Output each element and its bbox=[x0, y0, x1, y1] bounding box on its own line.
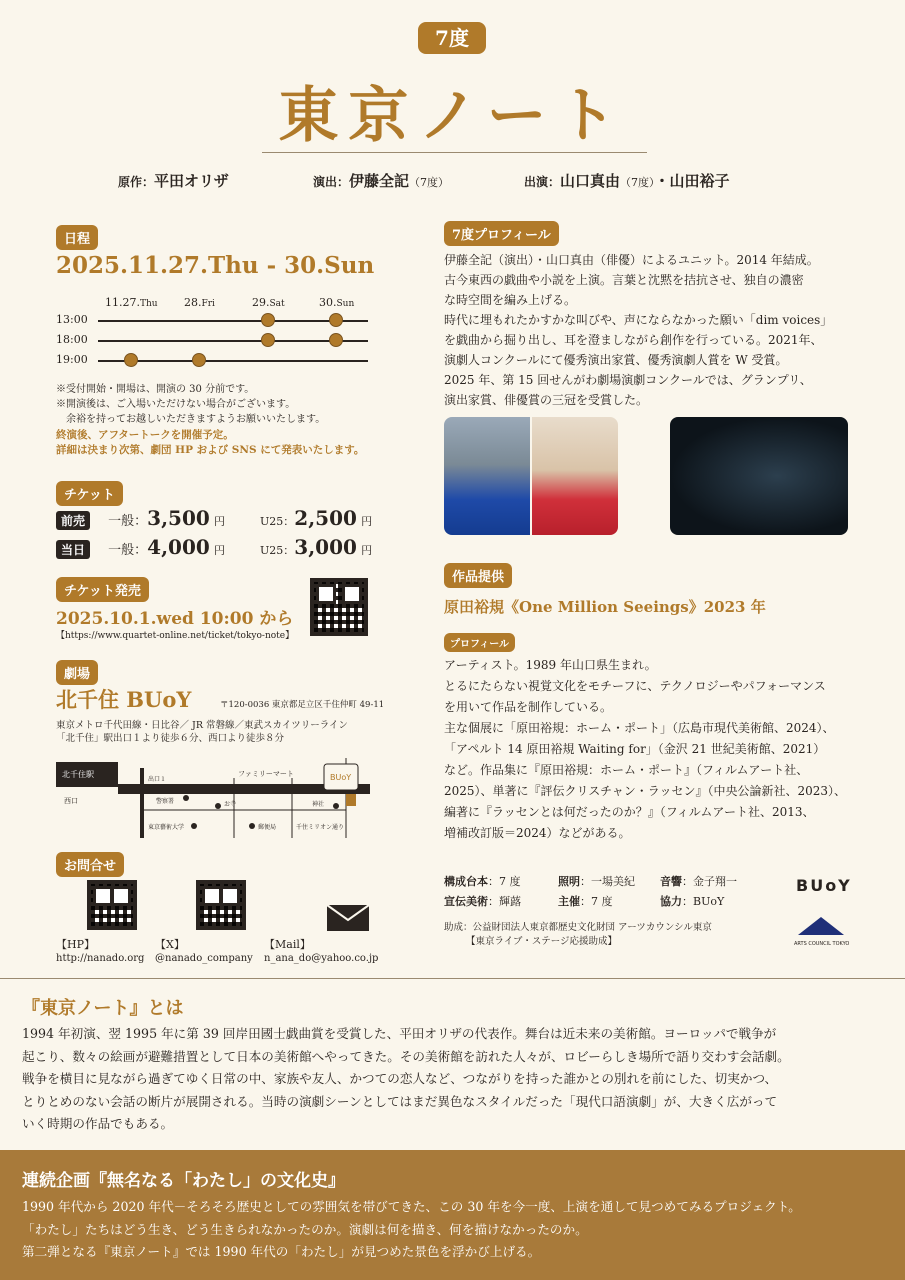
ticket-u25-door: U25：3,000 円 bbox=[260, 535, 373, 559]
map-label-street: 千住ミリオン通り bbox=[296, 824, 344, 831]
hp-link[interactable]: http://nanado.org bbox=[56, 953, 145, 964]
map-label-exit: 出口１ bbox=[148, 776, 167, 783]
artist-profile-text: アーティスト。1989 年山口県生まれ。 とるにたらない視覚文化をモチーフに、テクノロジーやパフォーマンス を用いて作品を制作している。 主な個展に「原田裕規：ホーム・ポート」（広島市現代美術館、2024）、 「アペルト 14 原田裕規 Waiting for」（金沢 21 世紀美術館、2021） など。作品集に『原田裕規：ホーム・ポート』（フィルムアート社、 2025）、単著に『評伝クリスチャン・ラッセン』（中央公論新社、2023）、 編著に『ラッセンとは何だったのか？』（フィルムアート社、2013、 増補改訂版＝2024）などがある。 bbox=[444, 658, 847, 840]
section-divider bbox=[0, 978, 905, 979]
arts-council-logo-text: ARTS COUNCIL TOKYO bbox=[794, 941, 850, 947]
buoy-building bbox=[346, 794, 356, 806]
time-label: 13:00 bbox=[56, 313, 88, 326]
staff-credit: 構成台本：7 度 bbox=[444, 875, 521, 888]
ticket-row-advance: 前売 一般：3,500 円 bbox=[56, 506, 225, 530]
day-label: 11.27.Thu bbox=[105, 296, 158, 309]
series-text: 1990 年代から 2020 年代－そろそろ歴史としての雰囲気を帯びてきた、この 30 年を今一度、上演を通して見つめてみるプロジェクト。 「わたし」たちはどう生き、どう生きられなかったのか。演劇は何を描き、何を描けなかったのか。 第二弾となる『東京ノート』では 1990 年代の「わたし」が見つめた景色を浮かび上げる。 bbox=[22, 1199, 801, 1259]
title-rule bbox=[262, 152, 647, 153]
timeline-row bbox=[98, 340, 368, 342]
venue-name: 北千住 BUoY bbox=[56, 687, 192, 712]
temple-marker bbox=[215, 803, 221, 809]
buoy-logo: BUoY bbox=[796, 876, 852, 895]
schedule-heading: 日程 bbox=[56, 225, 98, 250]
performance-dot bbox=[124, 353, 138, 367]
mail-icon[interactable] bbox=[326, 904, 370, 932]
police-marker bbox=[183, 795, 189, 801]
hp-qr-code[interactable] bbox=[87, 880, 137, 930]
ticket-qr-code[interactable] bbox=[310, 578, 368, 636]
credit-original: 原作：平田オリザ bbox=[118, 172, 229, 190]
map-label-post: 郵便局 bbox=[258, 824, 277, 831]
ticket-heading: チケット bbox=[56, 481, 123, 506]
sale-date: 2025.10.1.wed 10:00 から bbox=[56, 609, 294, 629]
artwork-still-photo bbox=[670, 417, 848, 535]
timeline-row bbox=[98, 360, 368, 362]
x-qr-code[interactable] bbox=[196, 880, 246, 930]
performance-dot bbox=[329, 333, 343, 347]
time-label: 18:00 bbox=[56, 333, 88, 346]
work-title: 原田裕規《One Million Seeings》2023 年 bbox=[444, 598, 766, 616]
venue-address: 〒120-0036 東京都足立区千住仲町 49-11 bbox=[220, 700, 385, 710]
road bbox=[56, 784, 118, 787]
sale-heading: チケット発売 bbox=[56, 577, 149, 602]
schedule-notes: ※受付開始・開場は、開演の 30 分前です。 ※開演後は、ご入場いただけない場合がございます。 余裕を持ってお越しいただきますようお願いいたします。 bbox=[56, 384, 326, 425]
map-label-university: 東京藝術大学 bbox=[148, 824, 185, 831]
time-label: 19:00 bbox=[56, 353, 88, 366]
work-heading: 作品提供 bbox=[444, 563, 512, 588]
ticket-row-door: 当日 一般：4,000 円 bbox=[56, 535, 225, 559]
ticket-url-link[interactable]: 【https://www.quartet-online.net/ticket/tokyo-note】 bbox=[56, 631, 295, 641]
performance-dot bbox=[261, 313, 275, 327]
performance-dot bbox=[192, 353, 206, 367]
day-label: 28.Fri bbox=[184, 296, 215, 309]
venue-access: 東京メトロ千代田線・日比谷／ JR 常磐線／東武スカイツリーライン 「北千住」駅出口１より徒歩６分、西口より徒歩８分 bbox=[56, 720, 348, 744]
performance-dot bbox=[261, 333, 275, 347]
artist-profile-heading: プロフィール bbox=[444, 633, 515, 652]
map-label-temple: お寺 bbox=[224, 801, 237, 808]
staff-credit: 照明：一場美紀 bbox=[558, 875, 635, 888]
ticket-u25-advance: U25：2,500 円 bbox=[260, 506, 373, 530]
about-text: 1994 年初演、翌 1995 年に第 39 回岸田國士戯曲賞を受賞した、平田オリザの代表作。舞台は近未来の美術館。ヨーロッパで戦争が 起こり、数々の絵画が避難措置として日本の美術館へやってきた。その美術館を訪れた人々が、ロビーらしき場所で語り交わす会話劇。 戦争を横目に見ながら過ぎてゆく日常の中、家族や友人、かつての恋人など、つながりを持った誰かとの別れを前にした、切実かつ、 とりとめのない会話の断片が展開される。当時の演劇シーンとしてはまだ異色なスタイルだった「現代口語演劇」が、大きく広がって いく時期の作品でもある。 bbox=[22, 1026, 790, 1132]
university-marker bbox=[191, 823, 197, 829]
day-label: 30.Sun bbox=[319, 296, 355, 309]
grant-credit: 助成：公益財団法人東京都歴史文化財団 アーツカウンシル東京 【東京ライブ・ステージ応援助成】 bbox=[444, 922, 712, 947]
map-label-familymart: ファミリーマート bbox=[238, 770, 294, 778]
arts-council-tokyo-logo bbox=[798, 917, 844, 941]
map-label-buoy: BUoY bbox=[330, 773, 352, 782]
aftertalk-note: 終演後、アフタートークを開催予定。 詳細は決まり次第、劇団 HP および SNS にて発表いたします。 bbox=[56, 429, 365, 456]
actor-photo bbox=[532, 417, 618, 535]
profile-text: 伊藤全記（演出）・山口真由（俳優）によるユニット。2014 年結成。 古今東西の戯曲や小説を上演。言葉と沈黙を拮抗させ、独自の濃密 な時空間を編み上げる。 時代に埋もれたかすかな叫びや、声にならなかった願い「dim voices」 を戯曲から掘り出し、耳を澄ましながら創作を行っている。2021年、 演劇人コンクールにて優秀演出家賞、優秀演劇人賞を W 受賞。 2025 年、第 15 回せんがわ劇場演劇コンクールでは、グランプリ、 演出家賞、俳優賞の三冠を受賞した。 bbox=[444, 253, 833, 407]
map-label-police: 警察署 bbox=[156, 798, 175, 805]
map-label-shrine: 神社 bbox=[312, 801, 325, 808]
day-label: 29.Sat bbox=[252, 296, 285, 309]
contact-label-mail: 【Mail】 bbox=[264, 938, 311, 951]
credit-director: 演出：伊藤全記（7度） bbox=[313, 172, 450, 190]
contact-label-hp: 【HP】 bbox=[56, 938, 95, 951]
staff-credit: 主催：7 度 bbox=[558, 895, 613, 908]
profile-heading: 7度プロフィール bbox=[444, 221, 559, 246]
venue-map bbox=[56, 748, 370, 838]
shrine-marker bbox=[333, 803, 339, 809]
post-office-marker bbox=[249, 823, 255, 829]
venue-heading: 劇場 bbox=[56, 660, 98, 685]
staff-credit: 宣伝美術：輝蕗 bbox=[444, 895, 521, 908]
timeline-row bbox=[98, 320, 368, 322]
contact-label-x: 【X】 bbox=[155, 938, 185, 951]
page-title: 東京ノート bbox=[278, 81, 627, 151]
company-badge: 7度 bbox=[418, 22, 486, 54]
staff-credit: 協力：BUoY bbox=[660, 895, 725, 908]
map-label-west: 西口 bbox=[64, 797, 78, 805]
director-photo bbox=[444, 417, 530, 535]
series-title: 連続企画『無名なる「わたし」の文化史』 bbox=[22, 1171, 345, 1191]
x-link[interactable]: @nanado_company bbox=[155, 953, 253, 964]
about-title: 『東京ノート』とは bbox=[22, 998, 184, 1019]
credit-cast: 出演：山口真由（7度）・山田裕子 bbox=[524, 172, 730, 190]
staff-credit: 音響：金子翔一 bbox=[660, 875, 737, 888]
schedule-dates: 2025.11.27.Thu - 30.Sun bbox=[56, 252, 375, 279]
mail-link[interactable]: n_ana_do@yahoo.co.jp bbox=[264, 953, 379, 964]
map-label-station: 北千住駅 bbox=[62, 770, 94, 779]
contact-heading: お問合せ bbox=[56, 852, 124, 877]
performance-dot bbox=[329, 313, 343, 327]
road bbox=[140, 768, 144, 838]
